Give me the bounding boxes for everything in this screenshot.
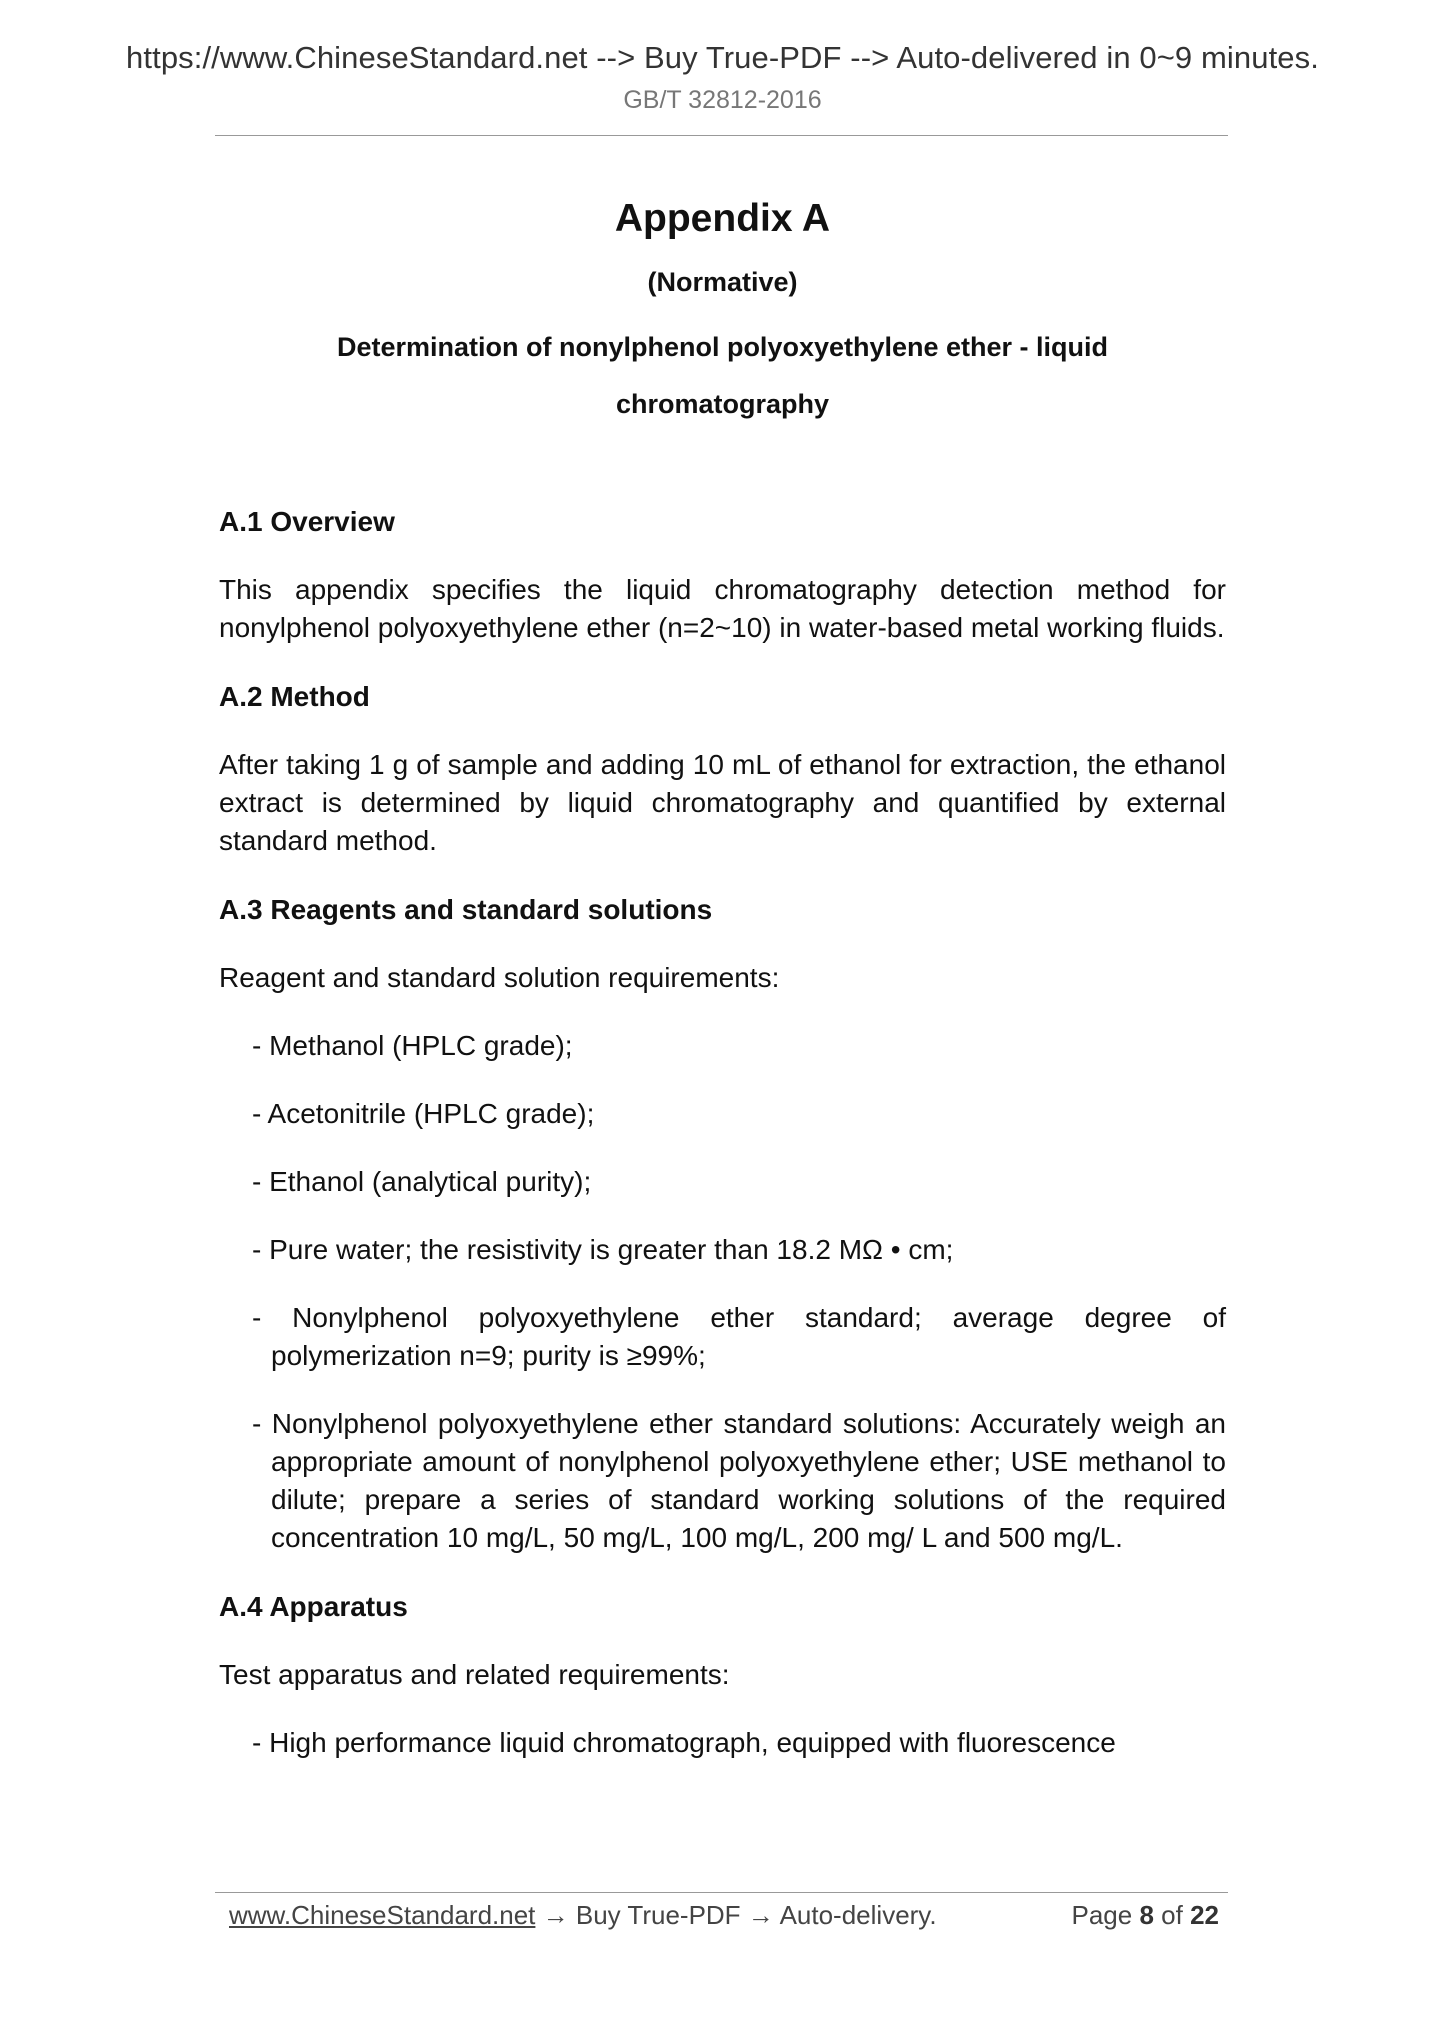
- appendix-type: (Normative): [647, 267, 798, 297]
- section-heading-a4: A.4 Apparatus: [219, 1591, 408, 1622]
- list-item: - Nonylphenol polyoxyethylene ether standard solutions: Accurately weigh an appropriate amount of nonylphenol polyoxyethylene ether; USE methanol to dilute; prepare a series of standard working solutions of the required concentration 10 mg/L, 50 mg/L, 100 mg/L, 200 mg/ L and 500 mg/L.: [252, 1408, 1226, 1553]
- page-number: 8: [1139, 1900, 1154, 1930]
- section-intro-a3: Reagent and standard solution requirements:: [219, 962, 780, 993]
- list-item: - Acetonitrile (HPLC grade);: [252, 1098, 595, 1129]
- of-label: of: [1161, 1900, 1183, 1930]
- list-item: - Methanol (HPLC grade);: [252, 1030, 573, 1061]
- section-text-a1: This appendix specifies the liquid chromatography detection method for nonylphenol polyoxyethylene ether (n=2~10) in water-based metal working fluids.: [219, 574, 1226, 643]
- list-item: - Nonylphenol polyoxyethylene ether standard; average degree of polymerization n=9; purity is ≥99%;: [252, 1302, 1226, 1371]
- standard-code: GB/T 32812-2016: [623, 86, 822, 114]
- footer-tagline: → Buy True-PDF → Auto-delivery.: [535, 1900, 937, 1930]
- appendix-description: [219, 319, 1226, 433]
- page-footer: [229, 1897, 1219, 1933]
- page-label: Page: [1071, 1900, 1133, 1930]
- appendix-description-line-1: Determination of nonylphenol polyoxyethylene ether - liquid: [336, 332, 1109, 362]
- page-indicator: [1071, 1897, 1219, 1933]
- appendix-title: Appendix A: [614, 197, 831, 240]
- footer-divider: [215, 1892, 1228, 1893]
- section-heading-a1: A.1 Overview: [219, 506, 395, 537]
- total-pages: 22: [1190, 1900, 1219, 1930]
- list-item: - High performance liquid chromatograph, equipped with fluorescence: [252, 1727, 1116, 1758]
- section-intro-a4: Test apparatus and related requirements:: [219, 1659, 730, 1690]
- appendix-description-line-2: chromatography: [615, 389, 830, 419]
- list-item: - Ethanol (analytical purity);: [252, 1166, 592, 1197]
- list-item: - Pure water; the resistivity is greater than 18.2 MΩ • cm;: [252, 1234, 954, 1265]
- header-divider: [215, 135, 1228, 136]
- section-heading-a3: A.3 Reagents and standard solutions: [219, 894, 713, 925]
- source-banner: https://www.ChineseStandard.net --> Buy True-PDF --> Auto-delivered in 0~9 minutes.: [126, 40, 1319, 75]
- section-text-a2: After taking 1 g of sample and adding 10 mL of ethanol for extraction, the ethanol extract is determined by liquid chromatography and quantified by external standard method.: [219, 749, 1226, 856]
- section-heading-a2: A.2 Method: [219, 681, 370, 712]
- page-content: [219, 190, 1226, 1762]
- footer-site-link[interactable]: www.ChineseStandard.net: [229, 1900, 536, 1930]
